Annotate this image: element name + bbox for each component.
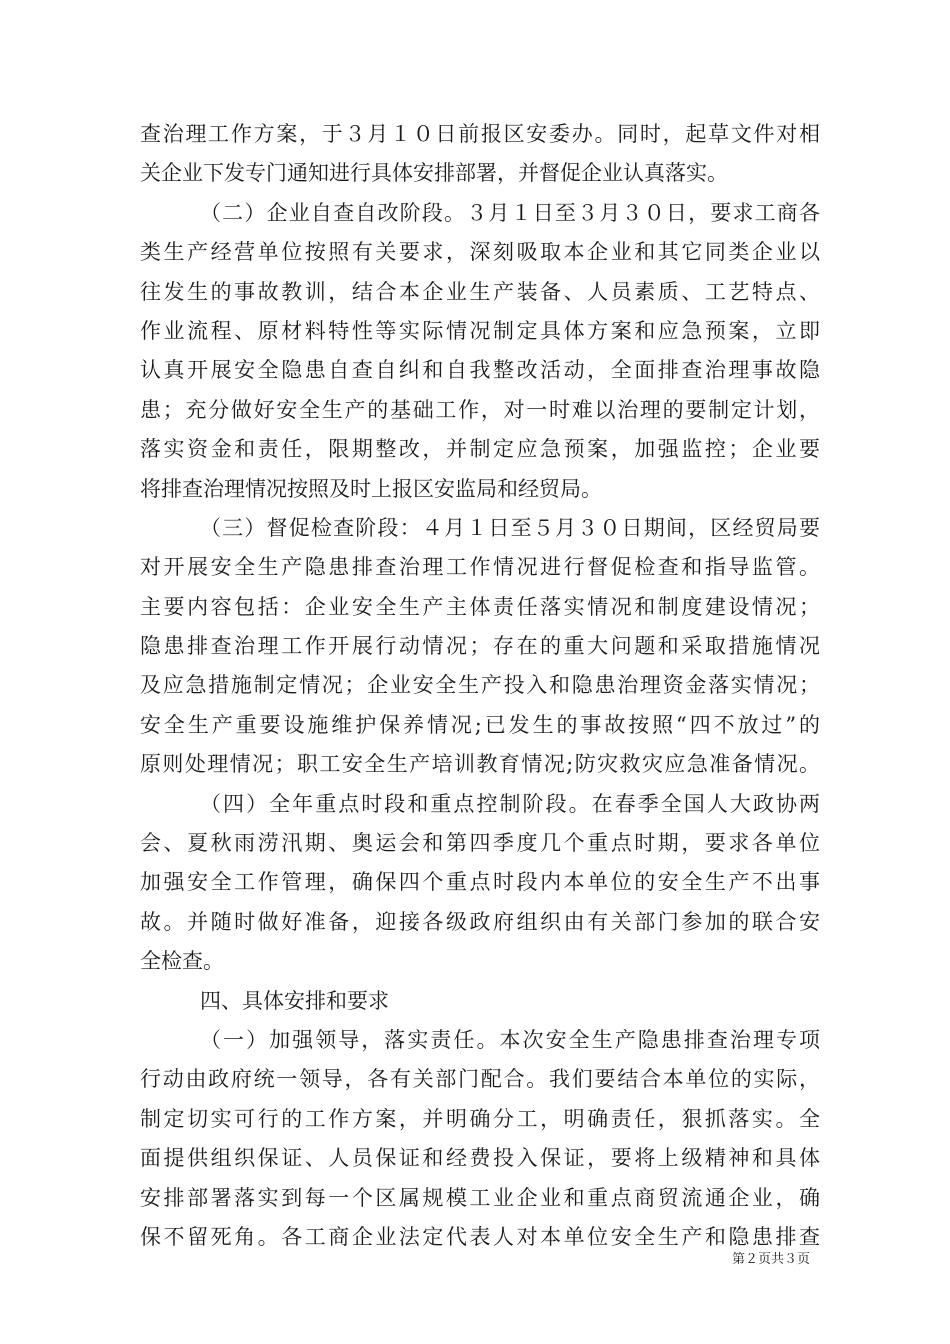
- text-line: 行动由政府统一领导，各有关部门配合。我们要结合本单位的实际，: [140, 1067, 820, 1092]
- text-line: 制定切实可行的工作方案，并明确分工，明确责任，狠抓落实。全: [140, 1106, 820, 1131]
- text-line: 对开展安全生产隐患排查治理工作情况进行督促检查和指导监管。: [140, 555, 820, 580]
- text-line: （三）督促检查阶段：４月１日至５月３０日期间，区经贸局要: [200, 515, 820, 540]
- text-line: 主要内容包括：企业安全生产主体责任落实情况和制度建设情况；: [140, 594, 820, 619]
- text-line: 面提供组织保证、人员保证和经费投入保证，要将上级精神和具体: [140, 1146, 820, 1171]
- text-line: 类生产经营单位按照有关要求，深刻吸取本企业和其它同类企业以: [140, 240, 820, 265]
- text-line: 查治理工作方案，于３月１０日前报区安委办。同时，起草文件对相: [140, 122, 820, 146]
- text-line: 往发生的事故教训，结合本企业生产装备、人员素质、工艺特点、: [140, 279, 820, 304]
- text-line: 安全生产重要设施维护保养情况;已发生的事故按照“四不放过”的: [140, 712, 820, 737]
- page-number: 第２页共３页: [731, 1252, 810, 1267]
- text-line: （一）加强领导，落实责任。本次安全生产隐患排查治理专项: [200, 1027, 820, 1052]
- text-line: 隐患排查治理工作开展行动情况；存在的重大问题和采取措施情况: [140, 634, 820, 659]
- text-line: 安排部署落实到每一个区属规模工业企业和重点商贸流通企业，确: [140, 1185, 820, 1210]
- text-line: 将排查治理情况按照及时上报区安监局和经贸局。: [140, 476, 602, 501]
- text-line: 保不留死角。各工商企业法定代表人对本单位安全生产和隐患排查: [140, 1224, 820, 1249]
- text-line: 患；充分做好安全生产的基础工作，对一时难以治理的要制定计划，: [140, 397, 820, 422]
- text-line: 作业流程、原材料特性等实际情况制定具体方案和应急预案，立即: [140, 318, 820, 343]
- text-line: 及应急措施制定情况；企业安全生产投入和隐患治理资金落实情况；: [140, 673, 820, 698]
- text-line: 四、具体安排和要求: [200, 988, 389, 1013]
- text-line: （四）全年重点时段和重点控制阶段。在春季全国人大政协两: [200, 791, 820, 816]
- text-line: 会、夏秋雨涝汛期、奥运会和第四季度几个重点时期，要求各单位: [140, 831, 820, 856]
- text-line: 关企业下发专门通知进行具体安排部署，并督促企业认真落实。: [140, 161, 728, 186]
- text-line: 故。并随时做好准备，迎接各级政府组织由有关部门参加的联合安: [140, 909, 820, 934]
- text-line: 全检查。: [140, 949, 224, 974]
- text-line: 认真开展安全隐患自查自纠和自我整改活动，全面排查治理事故隐: [140, 358, 820, 383]
- text-line: 原则处理情况；职工安全生产培训教育情况;防灾救灾应急准备情况。: [140, 752, 820, 777]
- text-line: （二）企业自查自改阶段。３月１日至３月３０日，要求工商各: [200, 200, 820, 225]
- text-line: 加强安全工作管理，确保四个重点时段内本单位的安全生产不出事: [140, 870, 820, 895]
- text-line: 落实资金和责任，限期整改，并制定应急预案，加强监控；企业要: [140, 437, 820, 462]
- document-body: [140, 115, 820, 1257]
